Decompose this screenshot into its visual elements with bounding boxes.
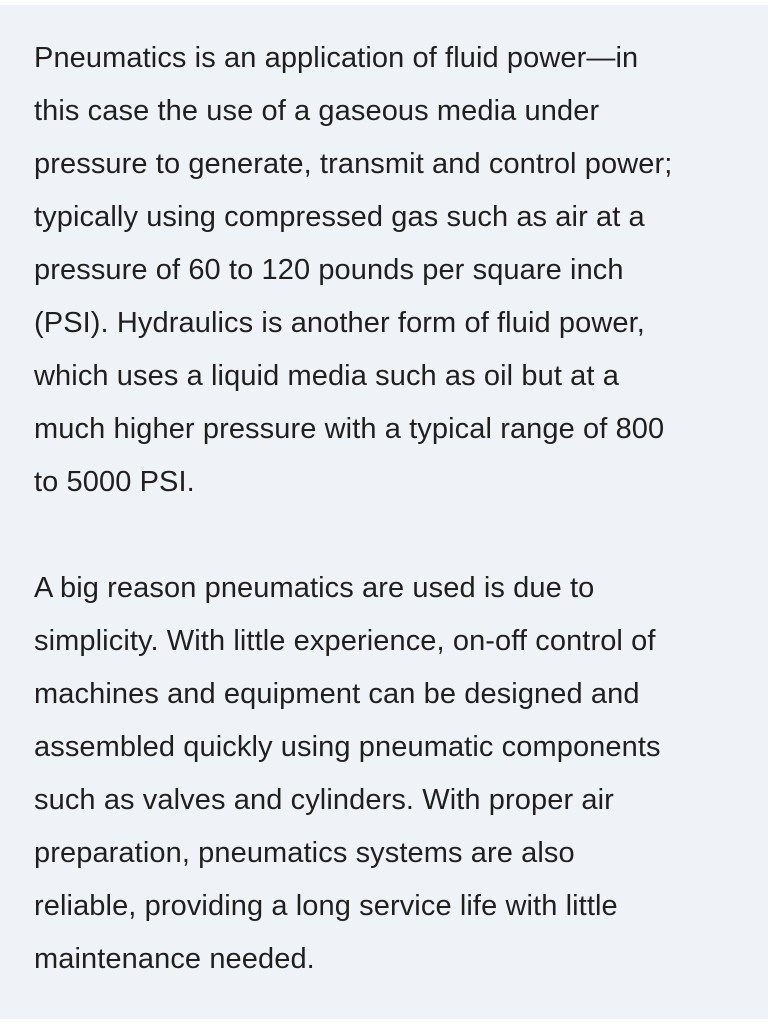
paragraph-pneumatics-intro: Pneumatics is an application of fluid power—in this case the use of a gaseous media under pressure to generate, transmit and control power; typically using compressed gas such as air at a pressure of 60 to 120 pounds per square inch (PSI). Hydraulics is another form of fluid power, which uses a liquid media such as oil but at a much higher pressure with a typical range of 800 to 5000 PSI. xyxy=(34,42,673,498)
paragraph-pneumatics-reasons: A big reason pneumatics are used is due to simplicity. With little experience, on-off control of machines and equipment can be designed and assembled quickly using pneumatic components such as valves and cylinders. With proper air preparation, pneumatics systems are also reliable, providing a long service life with little maintenance needed. xyxy=(34,572,661,975)
paragraph-spacer xyxy=(34,509,734,562)
bottom-edge xyxy=(0,1019,768,1024)
article-card xyxy=(0,5,768,1019)
